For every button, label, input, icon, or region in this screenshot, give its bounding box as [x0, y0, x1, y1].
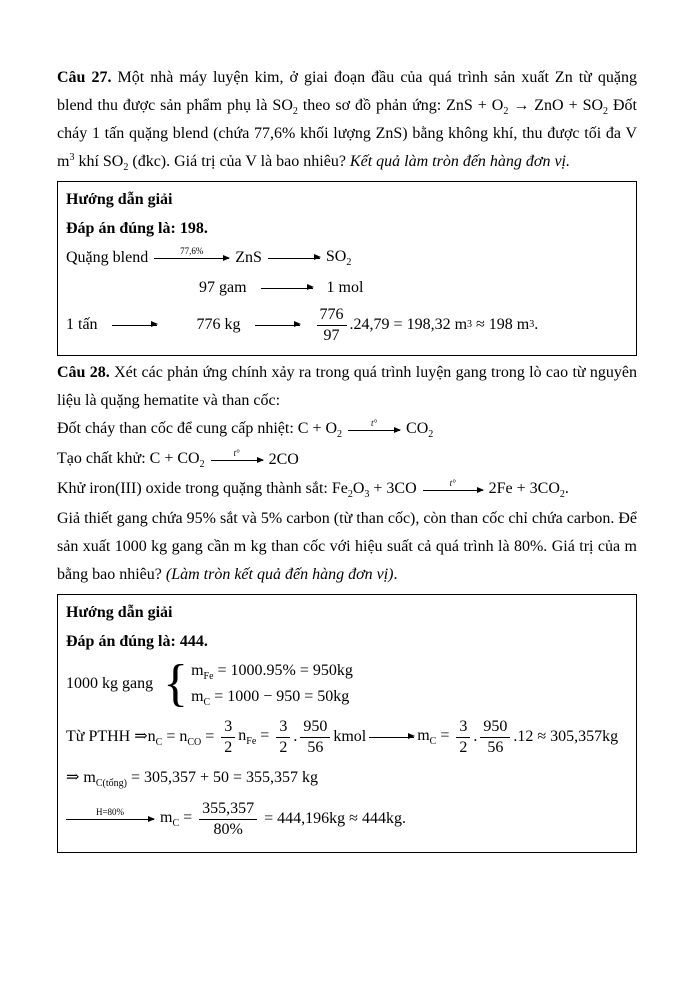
efficiency-arrow	[66, 808, 154, 821]
fraction-denominator: 2	[279, 738, 288, 756]
yield-arrow	[255, 325, 300, 326]
arrow-shaft	[255, 325, 300, 326]
fraction	[276, 717, 290, 758]
arrow-shaft	[211, 460, 263, 461]
solution-heading: Hướng dẫn giải	[66, 604, 173, 621]
fraction	[317, 305, 347, 346]
subscript: 2	[603, 106, 609, 117]
q28-solution-box	[57, 594, 637, 853]
solution-answer: Đáp án đúng là: 198.	[66, 220, 208, 237]
text-segment: = 444,196kg ≈ 444kg.	[260, 810, 406, 827]
text-segment: Xét các phản ứng chính xảy ra trong quá trình luyện gang trong lò cao từ nguyên liệu là quặng hematite và than cốc:	[57, 364, 637, 409]
system-lead: 1000 kg gang	[66, 675, 158, 692]
subscript: C	[172, 818, 180, 829]
fraction-numerator: 950	[300, 717, 330, 738]
mass-mol-line	[199, 273, 628, 303]
fraction-numerator: 3	[276, 717, 290, 738]
subscript: 2	[346, 257, 352, 268]
intermediate-label: ZnS	[235, 249, 262, 266]
fraction-denominator: 80%	[213, 820, 243, 838]
arrow-shaft	[348, 430, 400, 431]
total-mass-line	[66, 762, 628, 794]
equation-text: 2CO	[268, 451, 299, 468]
text-segment: m	[79, 769, 96, 786]
fraction-denominator: 56	[487, 738, 504, 756]
subscript: C	[155, 737, 163, 748]
arrow-shaft	[261, 288, 313, 289]
text-segment: .24,79 = 198,32 m	[349, 316, 468, 333]
subscript: CO	[187, 737, 202, 748]
text-segment: =	[201, 728, 219, 745]
solution-answer: Đáp án đúng là: 444.	[66, 633, 208, 650]
system-stack	[191, 658, 353, 710]
text-segment: = n	[162, 728, 188, 745]
equation-text	[57, 480, 417, 500]
solution-heading: Hướng dẫn giải	[66, 191, 173, 208]
final-result-line	[66, 794, 628, 844]
text-segment: Từ PTHH	[66, 728, 135, 745]
superscript: 3	[529, 319, 535, 330]
equation-text	[160, 809, 196, 829]
fraction-numerator: 950	[480, 717, 510, 738]
arrow-shaft	[154, 258, 229, 259]
fraction	[456, 717, 470, 758]
subscript: Fe	[203, 671, 214, 682]
text-segment: ≈ 198 m	[472, 316, 530, 333]
text-segment: Đốt cháy 1 tấn quặng blend (chứa 77,6% khối lượng ZnS) bằng không khí, thu được tối đa V m	[57, 97, 637, 170]
reaction-arrow	[348, 419, 400, 432]
yield-arrow	[261, 288, 313, 289]
implies-arrow: ⇒	[66, 769, 80, 786]
fraction-denominator: 2	[224, 738, 233, 756]
subscript: 2	[347, 489, 353, 500]
equation-text	[238, 727, 273, 747]
yield-arrow	[154, 247, 229, 260]
system-row	[191, 684, 353, 710]
text-segment: = 1000 − 950 = 50kg	[210, 688, 350, 705]
q28-equation-line-1	[57, 415, 637, 445]
fraction	[221, 717, 235, 758]
text-segment: m	[160, 809, 173, 826]
curly-brace: {	[163, 655, 189, 712]
mass-value: 776 kg	[196, 316, 241, 333]
arrow-shaft	[423, 490, 483, 491]
q28-equation-line-3	[57, 475, 637, 505]
text-segment: 2Fe + 3CO	[488, 480, 560, 497]
subscript: 2	[123, 162, 129, 173]
subscript: 2	[292, 106, 298, 117]
fraction	[300, 717, 330, 758]
text-segment: (đkc). Giá trị của V là bao nhiêu?	[128, 153, 350, 170]
arrow-shaft	[369, 737, 414, 738]
text-segment: Tạo chất khử: C + CO	[57, 450, 200, 467]
italic-note: (Làm tròn kết quả đến hàng đơn vị)	[165, 566, 394, 583]
subscript: 2	[428, 429, 434, 440]
multiply-dot: .	[293, 728, 298, 745]
text-segment: .12 ≈ 305,357kg	[513, 728, 619, 745]
equation-text	[489, 480, 569, 500]
fraction-denominator: 2	[459, 738, 468, 756]
q28-conditions-paragraph	[57, 505, 637, 589]
arrow-shaft	[268, 258, 320, 259]
text-segment: =	[179, 809, 197, 826]
volume-calculation-line	[66, 303, 628, 347]
text-segment: = 305,357 + 50 = 355,357 kg	[126, 769, 319, 786]
text-segment: SO	[325, 248, 347, 265]
subscript: 2	[559, 489, 565, 500]
arrow-shaft	[112, 325, 157, 326]
text-segment: .	[534, 316, 539, 333]
product-label	[326, 248, 351, 268]
text-segment: .	[564, 480, 569, 497]
subscript: 3	[364, 489, 370, 500]
equation-text	[57, 450, 205, 470]
subscript: Fe	[246, 736, 257, 747]
equation-text	[66, 726, 218, 748]
mole-equation-line	[66, 712, 628, 762]
q27-solution-box	[57, 181, 637, 356]
fraction	[480, 717, 510, 758]
fraction-numerator: 355,357	[199, 799, 257, 820]
multiply-dot: .	[473, 728, 478, 745]
text-segment: m	[191, 688, 204, 705]
subscript: 2	[503, 106, 509, 117]
unit-label: kmol	[333, 728, 367, 745]
mass-system-line	[66, 656, 628, 712]
text-segment: .	[393, 566, 398, 583]
superscript: 3	[69, 152, 75, 163]
text-segment: O	[352, 480, 365, 497]
fraction	[199, 799, 257, 840]
equation-text	[406, 420, 433, 440]
mass-value: 1 tấn	[66, 316, 98, 333]
text-segment: Đốt cháy than cốc để cung cấp nhiệt: C + O	[57, 420, 338, 437]
text-segment: Khử iron(III) oxide trong quặng thành sắt: Fe	[57, 480, 348, 497]
italic-note: Kết quả làm tròn đến hàng đơn vị.	[349, 153, 570, 170]
q28-question-label: Câu 28.	[57, 364, 110, 381]
system-row	[191, 658, 353, 684]
text-segment: + 3CO	[369, 480, 417, 497]
text-segment: n	[147, 728, 156, 745]
superscript: 3	[467, 319, 473, 330]
text-segment: m	[417, 727, 430, 744]
arrow-shaft	[66, 819, 154, 820]
yield-arrow	[268, 258, 320, 259]
text-segment: =	[256, 727, 274, 744]
q28-equation-line-2	[57, 445, 637, 475]
temperature-label: t°	[233, 447, 240, 458]
mass-value: 97 gam	[199, 279, 247, 296]
fraction-denominator: 56	[307, 738, 324, 756]
fraction-numerator: 3	[221, 717, 235, 738]
text-segment: → ZnO + SO	[508, 97, 604, 114]
reaction-arrow	[211, 449, 263, 462]
reaction-arrow	[423, 479, 483, 492]
reaction-scheme-line	[66, 243, 628, 273]
fraction-denominator: 97	[323, 326, 340, 344]
subscript: 2	[337, 429, 343, 440]
fraction-numerator: 776	[317, 305, 347, 326]
temperature-label: t°	[370, 417, 378, 428]
equation-text	[57, 420, 342, 440]
efficiency-label: H=80%	[95, 806, 125, 817]
text-segment: khí SO	[74, 153, 124, 170]
q28-problem-paragraph	[57, 359, 637, 415]
text-segment: theo sơ đồ phản ứng: ZnS + O	[297, 97, 504, 114]
yield-arrow	[369, 737, 414, 738]
temperature-label: t°	[449, 477, 456, 488]
fraction-numerator: 3	[456, 717, 470, 738]
arrow-label: 77,6%	[180, 245, 204, 256]
text-segment: CO	[406, 420, 429, 437]
mol-value: 1 mol	[326, 279, 364, 296]
implies-arrow: ⇒	[134, 728, 148, 745]
subscript: C	[203, 697, 211, 708]
q27-question-label: Câu 27.	[57, 69, 112, 86]
subscript: 2	[199, 459, 205, 470]
text-segment: Một nhà máy luyện kim, ở giai đoạn đầu của quá trình sản xuất Zn từ quặng blend thu được sản phẩm phụ là SO	[57, 69, 637, 114]
text-segment: Giả thiết gang chứa 95% sắt và 5% carbon (từ than cốc), còn than cốc chỉ chứa carbon. Để sản xuất 1000 kg gang cần m kg than cốc với hiệu suất cả quá trình là 80%. Giá trị của m bằng bao nhiêu?	[57, 510, 637, 583]
subscript: C	[429, 736, 437, 747]
text-segment: m	[191, 662, 204, 679]
text-segment: = 1000.95% = 950kg	[213, 662, 353, 679]
text-segment: n	[238, 727, 247, 744]
reactant-label: Quặng blend	[66, 249, 149, 266]
equation-text	[417, 727, 453, 747]
yield-arrow	[112, 325, 157, 326]
text-segment: =	[436, 727, 454, 744]
subscript: C(tổng)	[95, 778, 127, 789]
q27-problem-paragraph	[57, 64, 637, 176]
